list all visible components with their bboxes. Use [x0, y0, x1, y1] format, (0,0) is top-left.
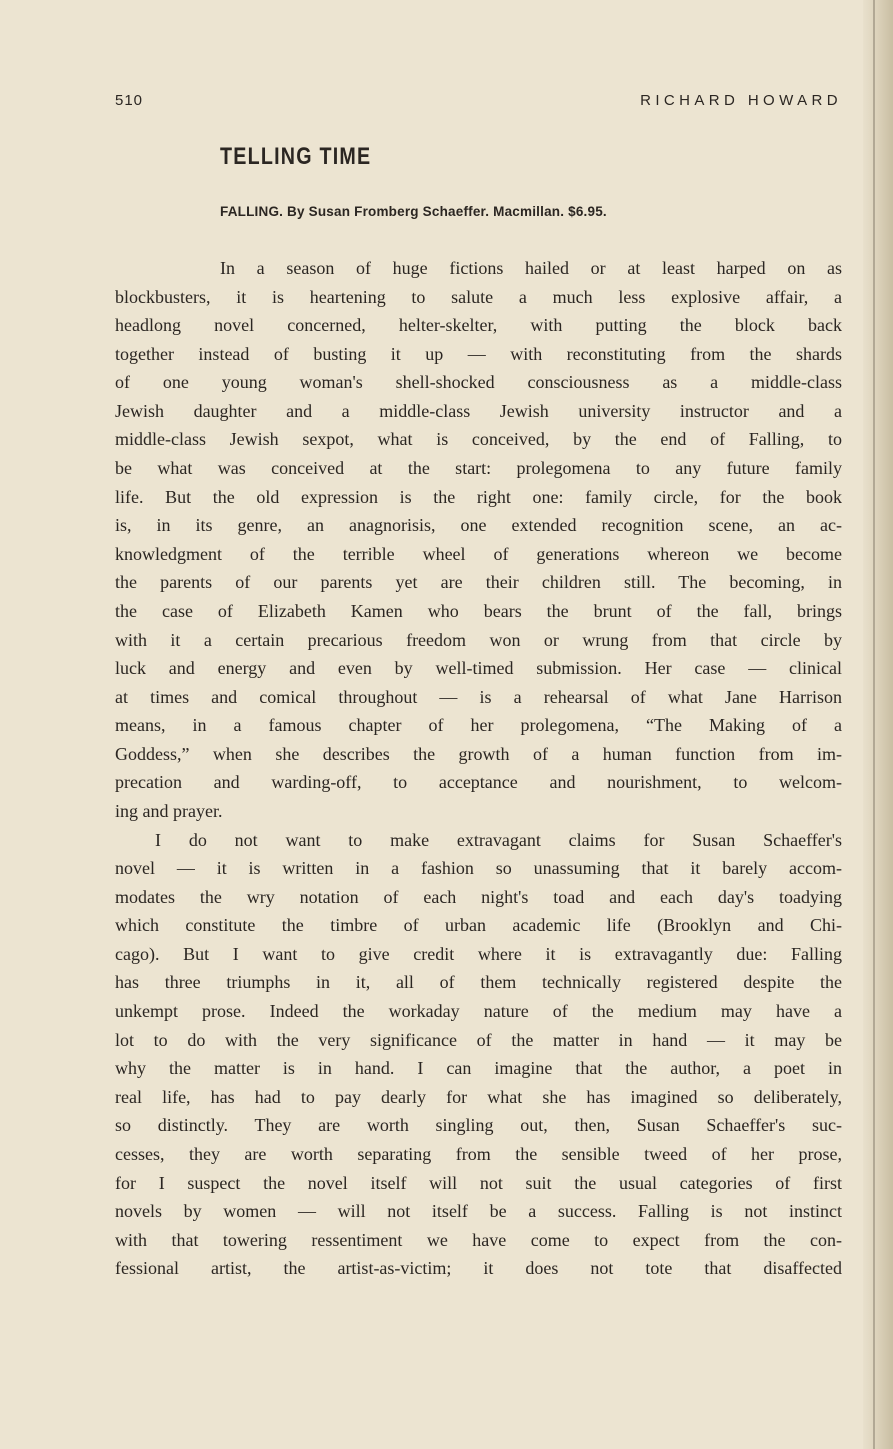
page-edge-shadow: [863, 0, 893, 1449]
body-line: novels by women — will not itself be a success. Falling is not instinct: [115, 1201, 842, 1222]
body-line: the parents of our parents yet are their children still. The becoming, in: [115, 572, 842, 593]
body-line: the case of Elizabeth Kamen who bears the brunt of the fall, brings: [115, 600, 842, 621]
body-line: luck and energy and even by well-timed submission. Her case — clinical: [115, 658, 842, 679]
page-number: 510: [115, 92, 144, 109]
body-line: Jewish daughter and a middle-class Jewish university instructor and a: [115, 400, 842, 421]
body-line: unkempt prose. Indeed the workaday nature of the medium may have a: [115, 1001, 842, 1022]
body-line: together instead of busting it up — with reconstituting from the shards: [115, 343, 842, 364]
body-line: be what was conceived at the start: prolegomena to any future family: [115, 458, 842, 479]
article-title: TELLING TIME: [220, 143, 372, 170]
body-line: so distinctly. They are worth singling out, then, Susan Schaeffer's suc-: [115, 1115, 842, 1136]
body-line: real life, has had to pay dearly for what she has imagined so deliberately,: [115, 1086, 842, 1107]
body-line: means, in a famous chapter of her prolegomena, “The Making of a: [115, 715, 842, 736]
body-line: ing and prayer.: [115, 800, 223, 821]
body-line: Goddess,” when she describes the growth of a human function from im-: [115, 743, 842, 764]
body-line: blockbusters, it is heartening to salute a much less explosive affair, a: [115, 286, 842, 307]
body-line: headlong novel concerned, helter-skelter, with putting the block back: [115, 315, 842, 336]
body-line: lot to do with the very significance of the matter in hand — it may be: [115, 1029, 842, 1050]
body-line: is, in its genre, an anagnorisis, one extended recognition scene, an ac-: [115, 515, 842, 536]
running-head: RICHARD HOWARD: [640, 92, 842, 109]
body-line: at times and comical throughout — is a rehearsal of what Jane Harrison: [115, 686, 842, 707]
body-line: cago). But I want to give credit where it is extravagantly due: Falling: [115, 943, 842, 964]
body-line: of one young woman's shell-shocked consciousness as a middle-class: [115, 372, 842, 393]
body-line: life. But the old expression is the right one: family circle, for the book: [115, 486, 842, 507]
body-line: In a season of huge fictions hailed or at least harped on as: [220, 258, 842, 278]
page-edge-line: [873, 0, 875, 1449]
body-line: middle-class Jewish sexpot, what is conceived, by the end of Falling, to: [115, 429, 842, 450]
body-line: which constitute the timbre of urban academic life (Brooklyn and Chi-: [115, 915, 842, 936]
page-header: [115, 92, 842, 116]
body-line: cesses, they are worth separating from the sensible tweed of her prose,: [115, 1143, 842, 1164]
body-line: fessional artist, the artist-as-victim; it does not tote that disaffected: [115, 1258, 842, 1279]
body-line: has three triumphs in it, all of them technically registered despite the: [115, 972, 842, 993]
body-line: modates the wry notation of each night's toad and each day's toadying: [115, 886, 842, 907]
body-line: novel — it is written in a fashion so unassuming that it barely accom-: [115, 858, 842, 879]
body-line: with that towering ressentiment we have come to expect from the con-: [115, 1229, 842, 1250]
body-line: precation and warding-off, to acceptance and nourishment, to welcom-: [115, 772, 842, 793]
body-line: knowledgment of the terrible wheel of generations whereon we become: [115, 543, 842, 564]
body-line: for I suspect the novel itself will not suit the usual categories of first: [115, 1172, 842, 1193]
body-line: with it a certain precarious freedom won or wrung from that circle by: [115, 629, 842, 650]
book-citation: FALLING. By Susan Fromberg Schaeffer. Macmillan. $6.95.: [220, 204, 607, 219]
body-line: why the matter is in hand. I can imagine that the author, a poet in: [115, 1058, 842, 1079]
body-line: I do not want to make extravagant claims for Susan Schaeffer's: [155, 829, 842, 850]
body-text: [115, 254, 842, 1283]
